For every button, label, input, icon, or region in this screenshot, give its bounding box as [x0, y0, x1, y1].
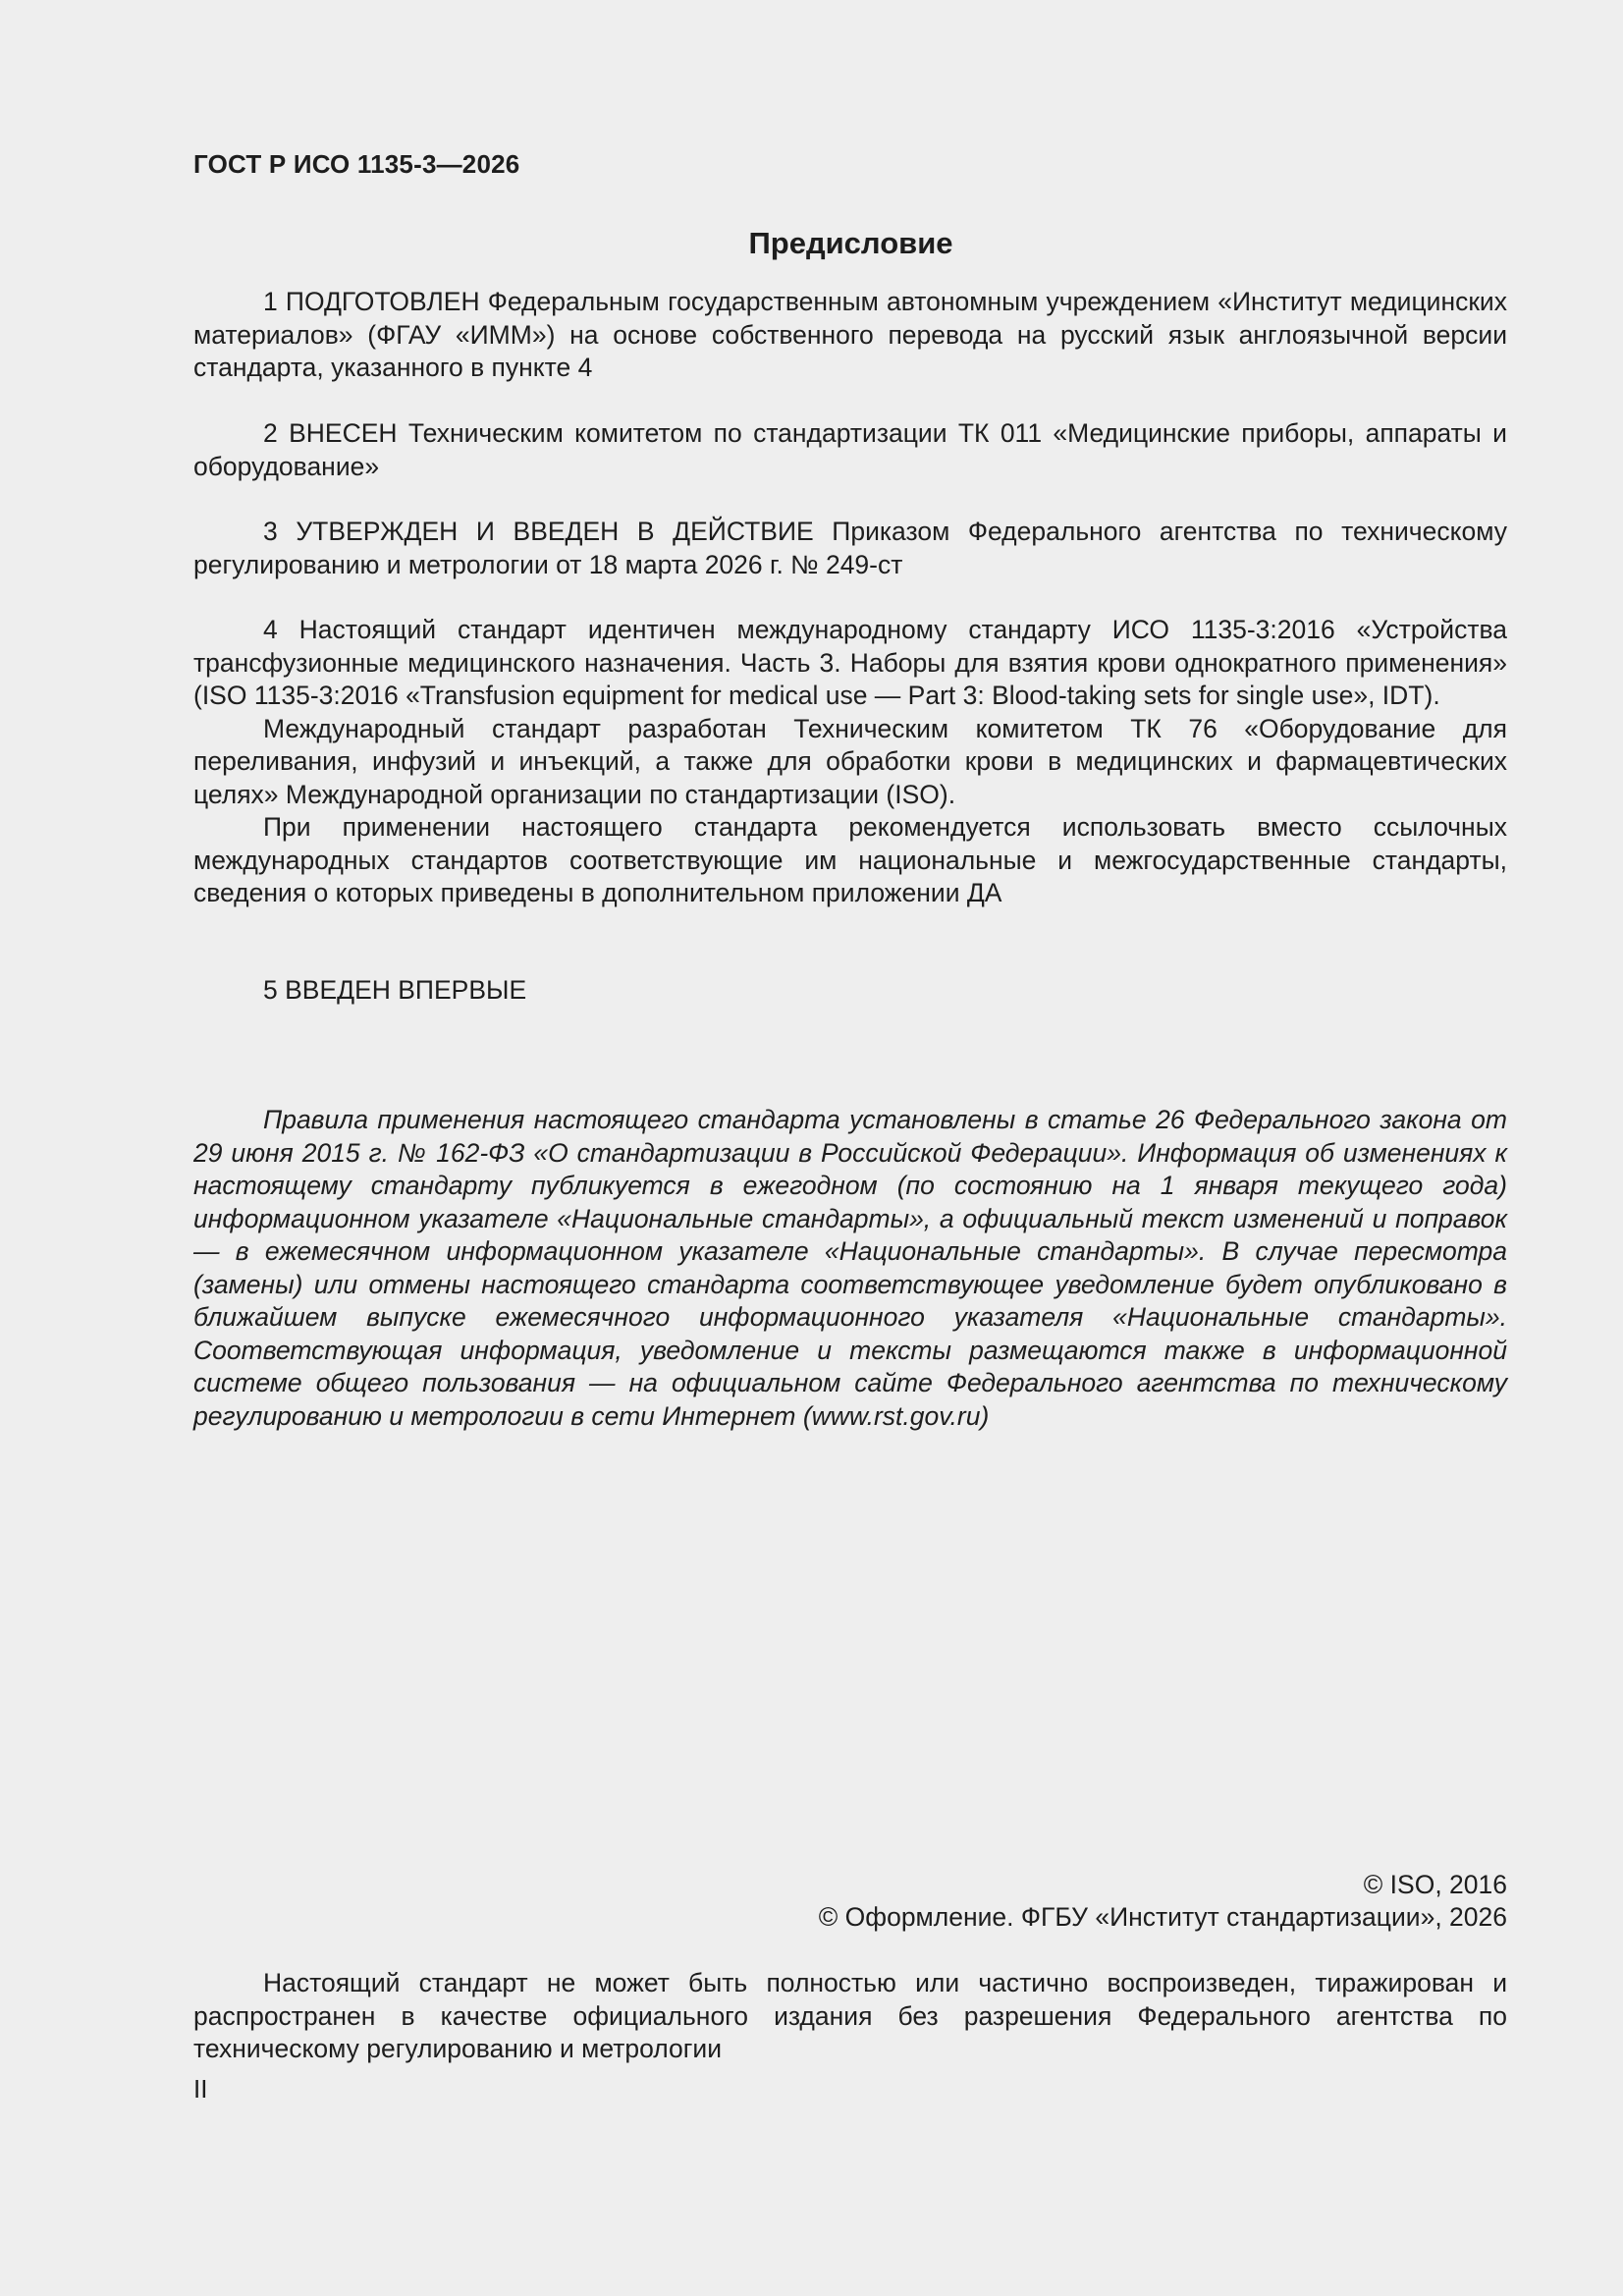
foreword-item-1	[193, 286, 1507, 385]
foreword-item-2	[193, 417, 1507, 483]
foreword-item-3	[193, 516, 1507, 581]
foreword-item-4-application: При применении настоящего стандарта рекомендуется использовать вместо ссылочных международных стандартов соответствующие им национальные и межгосударственные стандарты, сведения о которых приведены в дополнительном приложении ДА	[193, 812, 1507, 907]
reproduction-notice-text: Настоящий стандарт не может быть полностью или частично воспроизведен, тиражирован и распространен в качестве официального издания без разрешения Федерального агентства по техническому регулированию и метрологии	[193, 1968, 1507, 2063]
page-title: Предисловие	[748, 226, 953, 260]
foreword-item-3-text: 3 УТВЕРЖДЕН И ВВЕДЕН В ДЕЙСТВИЕ Приказом Федерального агентства по техническому регулированию и метрологии от 18 марта 2026 г. № 249-ст	[193, 517, 1507, 579]
document-code: ГОСТ Р ИСО 1135-3—2026	[193, 149, 520, 179]
rules-note	[193, 1104, 1507, 1433]
foreword-item-4	[193, 614, 1507, 910]
page-number: II	[193, 2074, 208, 2104]
foreword-item-5-text: 5 ВВЕДЕН ВПЕРВЫЕ	[263, 975, 527, 1005]
reproduction-notice	[193, 1967, 1507, 2066]
copyright-iso: © ISO, 2016	[1363, 1870, 1507, 1899]
foreword-item-2-text: 2 ВНЕСЕН Техническим комитетом по стандартизации ТК 011 «Медицинские приборы, аппараты и оборудование»	[193, 418, 1507, 481]
foreword-item-4-international: Международный стандарт разработан Техническим комитетом ТК 76 «Оборудование для переливания, инфузий и инъекций, а также для обработки крови в медицинских и фармацевтических целях» Международной организации по стандартизации (ISO).	[193, 713, 1507, 809]
foreword-item-1-text: 1 ПОДГОТОВЛЕН Федеральным государственным автономным учреждением «Институт медицинских материалов» (ФГАУ «ИММ») на основе собственного перевода на русский язык англоязычной версии стандарта, указанного в пункте 4	[193, 287, 1507, 382]
foreword-item-5	[193, 974, 1507, 1008]
copyright-design: © Оформление. ФГБУ «Институт стандартизации», 2026	[818, 1902, 1507, 1932]
foreword-item-4-text: 4 Настоящий стандарт идентичен международному стандарту ИСО 1135-3:2016 «Устройства трансфузионные медицинского назначения. Часть 3. Наборы для взятия крови однократного применения» (ISO 1135-3:2016 «Transfusion equipment for medical use — Part 3: Blood-taking sets for single use», IDT).	[193, 615, 1507, 710]
rules-note-text: Правила применения настоящего стандарта установлены в статье 26 Федерального закона от 29 июня 2015 г. № 162-ФЗ «О стандартизации в Российской Федерации». Информация об изменениях к настоящему стандарту публикуется в ежегодном (по состоянию на 1 января текущего года) информационном указателе «Национальные стандарты», а официальный текст изменений и поправок — в ежемесячном информационном указателе «Национальные стандарты». В случае пересмотра (замены) или отмены настоящего стандарта соответствующее уведомление будет опубликовано в ближайшем выпуске ежемесячного информационного указателя «Национальные стандарты». Соответствующая информация, уведомление и тексты размещаются также в информационной системе общего пользования — на официальном сайте Федерального агентства по техническому регулированию и метрологии в сети Интернет (www.rst.gov.ru)	[193, 1105, 1507, 1431]
